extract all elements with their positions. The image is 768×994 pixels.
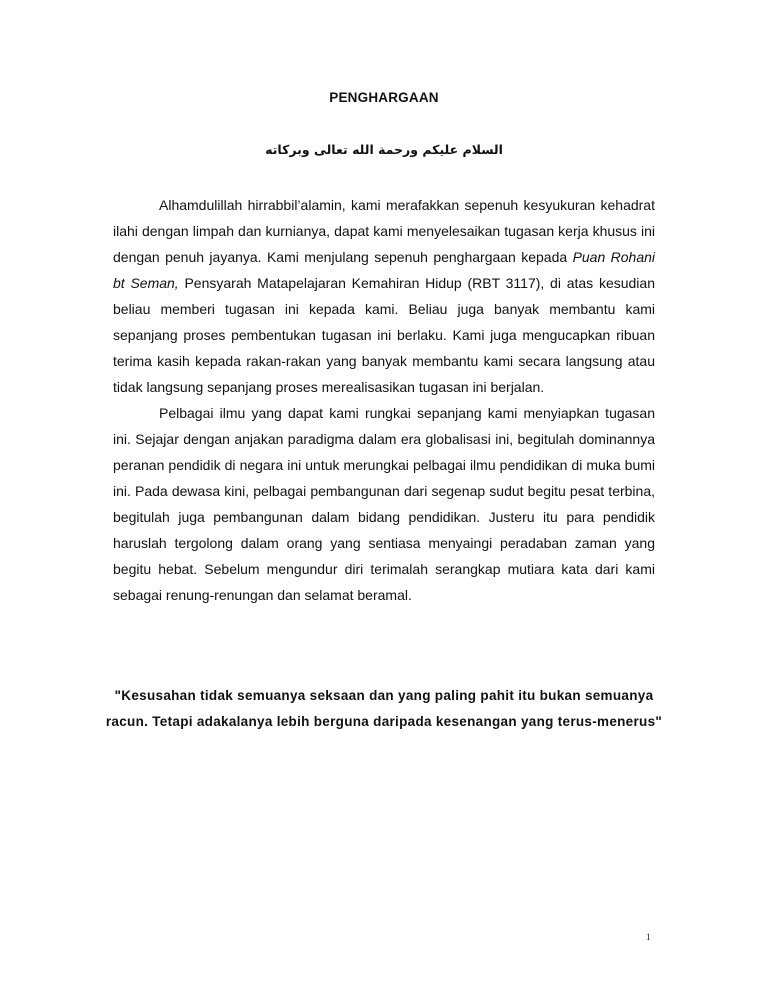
page-title: PENGHARGAAN <box>329 90 439 105</box>
paragraph-1-part-2: Pensyarah Matapelajaran Kemahiran Hidup (RBT 3117), di atas kesudian beliau memberi tugasan ini kepada kami. Beliau juga banyak membantu kami sepanjang proses pembentukan tugasan ini berlaku. Kami juga mengucapkan ribuan terima kasih kepada rakan-rakan yang banyak membantu kami secara langsung atau tidak langsung sepanjang proses merealisasikan tugasan ini berjalan. <box>113 275 655 395</box>
paragraph-acknowledgement <box>113 192 655 400</box>
page-number: 1 <box>646 932 651 942</box>
arabic-greeting: السلام عليكم ورحمة الله تعالى وبركاته <box>265 142 503 157</box>
paragraph-1-part-1: Alhamdulillah hirrabbil’alamin, kami merafakkan sepenuh kesyukuran kehadrat ilahi dengan limpah dan kurnianya, dapat kami menyelesaikan tugasan kerja khusus ini dengan penuh jayanya. Kami menjulang sepenuh penghargaan kepada <box>113 197 655 265</box>
paragraph-knowledge: Pelbagai ilmu yang dapat kami rungkai sepanjang kami menyiapkan tugasan ini. Sejajar dengan anjakan paradigma dalam era globalisasi ini, begitulah dominannya peranan pendidik di negara ini untuk merungkai pelbagai ilmu pendidikan di muka bumi ini. Pada dewasa kini, pelbagai pembangunan dari segenap sudut begitu pesat terbina, begitulah juga pembangunan dalam bidang pendidikan. Justeru itu para pendidik haruslah tergolong dalam orang yang sentiasa menyaingi peradaban zaman yang begitu hebat. Sebelum mengundur diri terimalah serangkap mutiara kata dari kami sebagai renung-renungan dan selamat beramal. <box>113 405 655 603</box>
body-text <box>113 192 655 608</box>
lecturer-name: Puan Rohani bt Seman, <box>113 249 656 291</box>
closing-quote: "Kesusahan tidak semuanya seksaan dan yang paling pahit itu bukan semuanya racun. Tetapi adakalanya lebih berguna daripada kesenangan yang terus-menerus" <box>105 688 663 729</box>
